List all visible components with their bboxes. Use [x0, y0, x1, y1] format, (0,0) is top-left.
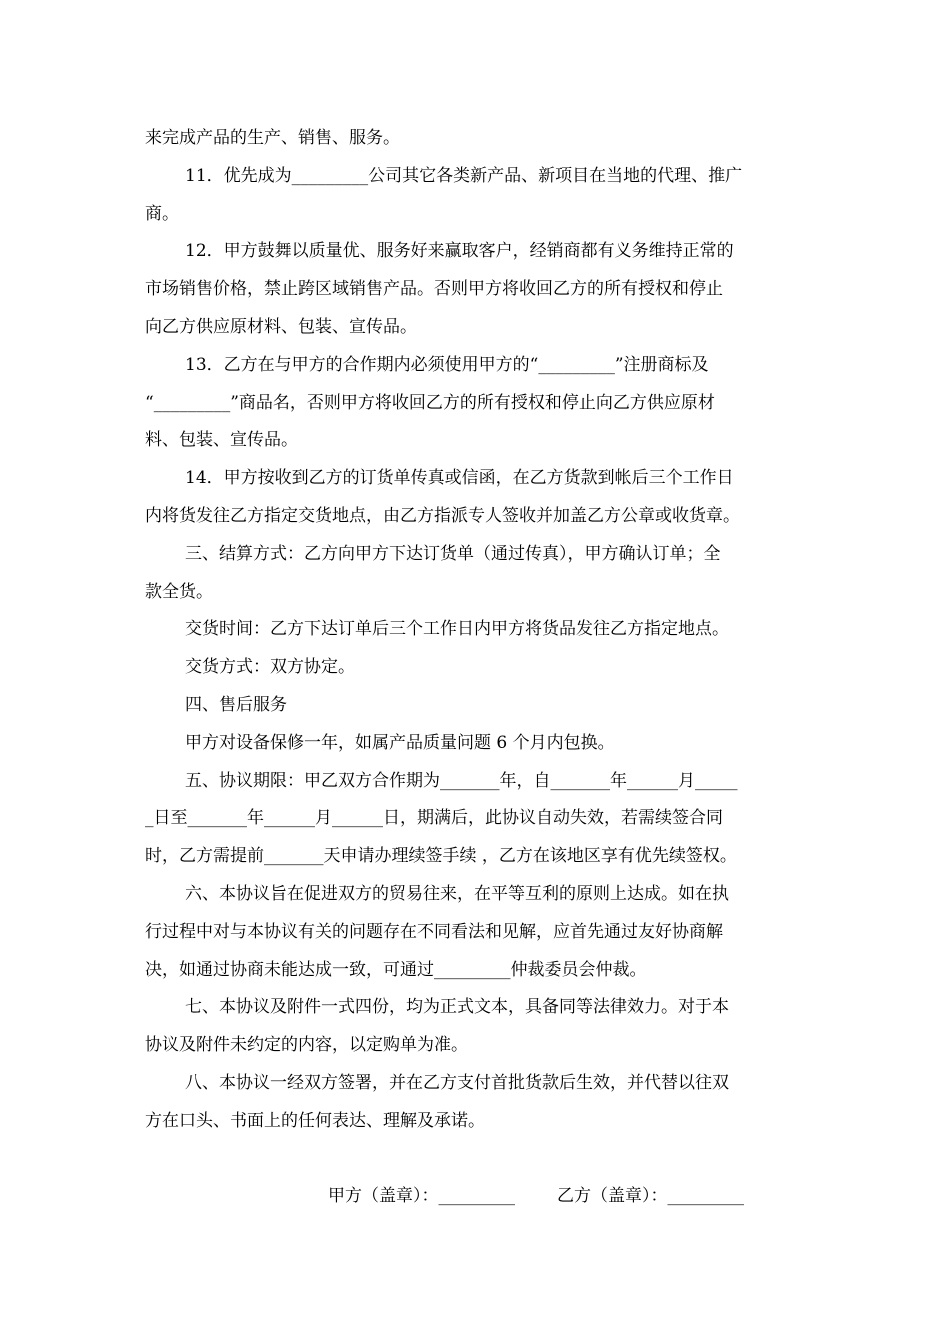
text-line-1: 来完成产品的生产、销售、服务。 — [145, 128, 400, 148]
clause-12-line-3: 向乙方供应原材料、包装、宣传品。 — [145, 316, 417, 337]
after-sales-heading: 四、售后服务 — [185, 694, 287, 715]
copies-line-1: 七、本协议及附件一式四份，均为正式文本，具备同等法律效力。对于本 — [185, 997, 729, 1018]
clause-13-line-3: 料、包装、宣传品。 — [145, 430, 298, 451]
effective-line-1: 八、本协议一经双方签署，并在乙方支付首批货款后生效，并代替以往双 — [185, 1072, 729, 1093]
term-line-3: 时，乙方需提前_______天申请办理续签手续 ，乙方在该地区享有优先续签权。 — [145, 846, 737, 867]
clause-13-line-2: “_________”商品名，否则甲方将收回乙方的所有授权和停止向乙方供应原材 — [145, 392, 715, 413]
clause-14-line-2: 内将货发往乙方指定交货地点，由乙方指派专人签收并加盖乙方公章或收货章。 — [145, 505, 740, 526]
purpose-line-3: 决，如通过协商未能达成一致，可通过_________仲裁委员会仲裁。 — [145, 959, 647, 980]
party-a-seal: 甲方（盖章）：_________ — [328, 1186, 515, 1206]
clause-12-line-2: 市场销售价格，禁止跨区域销售产品。否则甲方将收回乙方的所有授权和停止 — [145, 279, 723, 300]
contract-body — [145, 120, 813, 1141]
clause-11-line-1: 11．优先成为_________公司其它各类新产品、新项目在当地的代理、推广 — [185, 165, 743, 186]
settlement-line-1: 三、结算方式：乙方向甲方下达订货单（通过传真），甲方确认订单；全 — [185, 543, 721, 564]
clause-12-line-1: 12．甲方鼓舞以质量优、服务好来赢取客户，经销商都有义务维持正常的 — [185, 241, 734, 262]
delivery-method-line: 交货方式：双方协定。 — [185, 657, 355, 678]
purpose-line-2: 行过程中对与本协议有关的问题存在不同看法和见解，应首先通过友好协商解 — [145, 921, 723, 942]
effective-line-2: 方在口头、书面上的任何表达、理解及承诺。 — [145, 1110, 485, 1131]
term-line-2: _日至_______年______月______日，期满后，此协议自动失效，若需续签合同 — [145, 808, 723, 829]
clause-11-line-2: 商。 — [145, 203, 179, 224]
signature-block — [328, 1181, 744, 1211]
clause-13-line-1: 13．乙方在与甲方的合作期内必须使用甲方的“_________”注册商标及 — [185, 354, 709, 375]
clause-14-line-1: 14．甲方按收到乙方的订货单传真或信函，在乙方货款到帐后三个工作日 — [185, 468, 734, 489]
purpose-line-1: 六、本协议旨在促进双方的贸易往来，在平等互利的原则上达成。如在执 — [185, 883, 729, 904]
party-b-seal: 乙方（盖章）：_________ — [557, 1186, 744, 1206]
delivery-time-line: 交货时间：乙方下达订单后三个工作日内甲方将货品发往乙方指定地点。 — [185, 619, 729, 640]
settlement-line-2: 款全货。 — [145, 581, 213, 602]
term-line-1: 五、协议期限：甲乙双方合作期为_______年，自_______年______月_____ — [185, 770, 738, 791]
copies-line-2: 协议及附件未约定的内容，以定购单为准。 — [145, 1035, 468, 1056]
warranty-line: 甲方对设备保修一年，如属产品质量问题 6 个月内包换。 — [185, 732, 615, 753]
